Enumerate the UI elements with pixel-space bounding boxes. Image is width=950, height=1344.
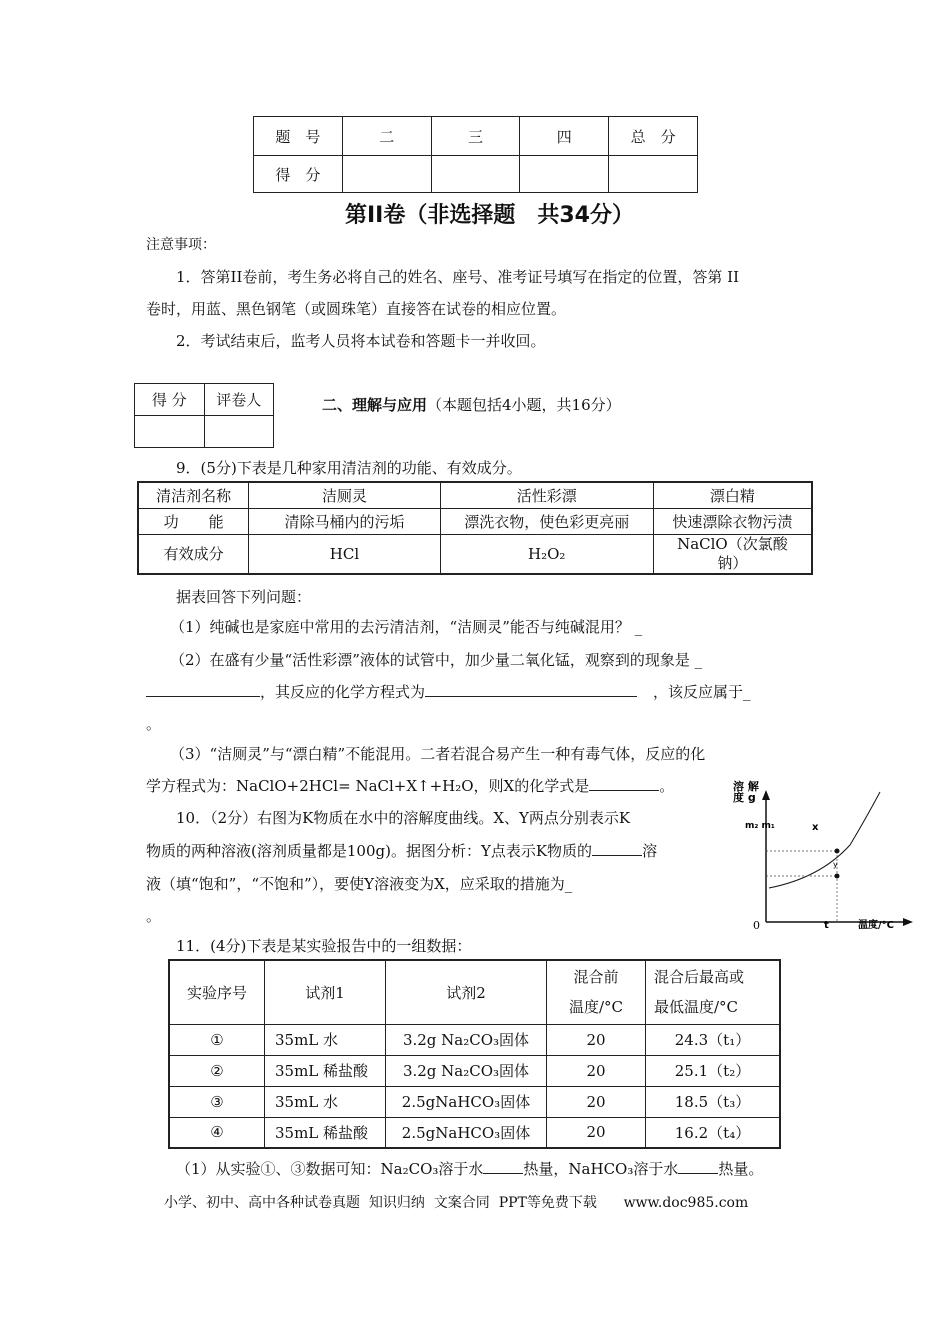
q11-header5a: 混合后最高或 (654, 968, 745, 987)
answer-blank[interactable] (146, 682, 260, 697)
score-cell[interactable] (431, 156, 520, 193)
score-header-total: 总 分 (609, 117, 698, 156)
section-title: 第II卷（非选择题 共34分） (345, 203, 634, 228)
point-x (835, 849, 840, 854)
q11-cell: ③ (169, 1086, 265, 1117)
q11-cell: 16.2（t₄） (646, 1117, 781, 1148)
answer-blank[interactable] (678, 1159, 718, 1174)
q11-cell: 2.5gNaHCO₃固体 (386, 1117, 547, 1148)
q9-cell: 活性彩漂 (440, 482, 653, 508)
graph-t-tick: t (824, 920, 829, 931)
notes-item1a: 1．答第II卷前，考生务必将自己的姓名、座号、准考证号填写在指定的位置，答第 II (176, 268, 740, 286)
solubility-curve (769, 792, 880, 888)
score-cell[interactable] (342, 156, 431, 193)
q9-cell: 有效成分 (138, 534, 249, 574)
part2-heading (322, 394, 621, 415)
q11-header: 试剂1 (265, 960, 386, 1024)
score-table (253, 116, 698, 193)
solubility-graph (725, 770, 920, 935)
q11-intro: 11．(4分)下表是某实验报告中的一组数据： (176, 937, 472, 955)
score-header-2: 二 (342, 117, 431, 156)
graph-ylabel-2: 度 g (733, 791, 756, 804)
grader-score-label: 得 分 (135, 384, 205, 416)
graph-x-point-label: x (812, 822, 819, 833)
q10-line2-end: 溶 (642, 842, 658, 860)
q10-line2-text: 物质的两种溶液(溶剂质量都是100g)。据图分析：Y点表示K物质的 (146, 842, 593, 860)
q11-header: 试剂2 (386, 960, 547, 1024)
notes-item2: 2．考试结束后，监考人员将本试卷和答题卡一并收回。 (176, 332, 546, 350)
x-axis-arrow (903, 918, 913, 926)
q11-header-temp-before (547, 960, 646, 1024)
part2-title: 二、理解与应用 (322, 396, 428, 414)
q9-part2b-mid: ，其反应的化学方程式为 (260, 683, 426, 701)
q9-part1: （1）纯碱也是家庭中常用的去污清洁剂，“洁厕灵”能否与纯碱混用？ _ (170, 618, 643, 636)
q9-part2c: 。 (146, 715, 162, 733)
q9-cell: HCl (249, 534, 440, 574)
q9-part2b (146, 681, 751, 702)
q9-lead: 据表回答下列问题： (176, 588, 312, 606)
grader-box (134, 383, 274, 448)
q9-part2a: （2）在盛有少量“活性彩漂”液体的试管中，加少量二氧化锰，观察到的现象是 _ (170, 651, 703, 669)
q11-cell: 3.2g Na₂CO₃固体 (386, 1024, 547, 1055)
answer-blank[interactable] (589, 776, 659, 791)
q9-cell: 洁厕灵 (249, 482, 440, 508)
q9-table (137, 481, 813, 575)
graph-ylabel-1: 溶 解 (733, 780, 759, 793)
grader-score-cell[interactable] (135, 416, 205, 448)
q11-part1-a: （1）从实验①、③数据可知：Na₂CO₃溶于水 (176, 1160, 484, 1178)
graph-xlabel: 温度/°C (858, 920, 894, 931)
q9-part2b-end: ，该反应属于_ (653, 683, 751, 701)
q11-cell: 20 (547, 1086, 646, 1117)
q9-cell: 清除马桶内的污垢 (249, 508, 440, 534)
score-header-3: 三 (431, 117, 520, 156)
q9-cell: 漂白精 (653, 482, 812, 508)
part2-note: （本题包括4小题，共16分） (427, 396, 621, 414)
score-row-label: 得 分 (254, 156, 343, 193)
graph-origin: 0 (753, 919, 760, 932)
q11-header5b: 最低温度/°C (654, 998, 739, 1017)
q9-intro: 9．(5分)下表是几种家用清洁剂的功能、有效成分。 (176, 459, 522, 477)
answer-blank[interactable] (425, 682, 637, 697)
answer-blank[interactable] (483, 1159, 523, 1174)
q9-cell: H₂O₂ (440, 534, 653, 574)
q11-cell: 35mL 稀盐酸 (265, 1117, 386, 1148)
q10-line1: 10．（2分）右图为K物质在水中的溶解度曲线。X、Y两点分别表示K (176, 809, 631, 827)
q11-cell: 35mL 稀盐酸 (265, 1055, 386, 1086)
q11-cell: 20 (547, 1117, 646, 1148)
graph-yticks: m₂ m₁ (745, 821, 775, 831)
q11-cell: 3.2g Na₂CO₃固体 (386, 1055, 547, 1086)
notes-item1b: 卷时，用蓝、黑色钢笔（或圆珠笔）直接答在试卷的相应位置。 (146, 300, 567, 318)
q11-cell: 20 (547, 1024, 646, 1055)
q9-cell: 清洁剂名称 (138, 482, 249, 508)
q9-part3b-end: 。 (659, 777, 675, 795)
score-header-4: 四 (520, 117, 609, 156)
q11-cell: 20 (547, 1055, 646, 1086)
score-cell[interactable] (609, 156, 698, 193)
q11-cell: 24.3（t₁） (646, 1024, 781, 1055)
answer-blank[interactable] (592, 841, 642, 856)
q10-line4: 。 (146, 907, 162, 925)
score-header-label: 题 号 (254, 117, 343, 156)
q11-part1-c: 热量。 (718, 1160, 764, 1178)
notes-heading: 注意事项： (146, 237, 216, 253)
q11-cell: 35mL 水 (265, 1024, 386, 1055)
y-axis-arrow (762, 790, 770, 800)
q10-line2 (146, 840, 657, 861)
q11-cell: ② (169, 1055, 265, 1086)
q9-part3b (146, 775, 674, 796)
q11-cell: 2.5gNaHCO₃固体 (386, 1086, 547, 1117)
q11-header4b: 温度/°C (568, 998, 624, 1017)
q11-table (168, 959, 781, 1149)
q11-cell: ④ (169, 1117, 265, 1148)
q11-cell: ① (169, 1024, 265, 1055)
q9-cell: NaClO（次氯酸钠） (653, 534, 812, 574)
q11-header-temp-after (646, 960, 781, 1024)
q11-part1-b: 热量，NaHCO₃溶于水 (523, 1160, 679, 1178)
q9-cell: 漂洗衣物，使色彩更亮丽 (440, 508, 653, 534)
q11-header4a: 混合前 (573, 968, 619, 987)
q11-cell: 18.5（t₃） (646, 1086, 781, 1117)
grader-name-label: 评卷人 (204, 384, 274, 416)
q11-header: 实验序号 (169, 960, 265, 1024)
grader-name-cell[interactable] (204, 416, 274, 448)
q11-cell: 25.1（t₂） (646, 1055, 781, 1086)
q11-cell: 35mL 水 (265, 1086, 386, 1117)
q11-part1 (176, 1158, 763, 1179)
q9-cell: 快速漂除衣物污渍 (653, 508, 812, 534)
point-y (835, 874, 840, 879)
page-footer: 小学、初中、高中各种试卷真题 知识归纳 文案合同 PPT等免费下载 www.doc985.com (164, 1195, 749, 1211)
q9-part3a: （3）“洁厕灵”与“漂白精”不能混用。二者若混合易产生一种有毒气体，反应的化 (170, 745, 706, 763)
score-cell[interactable] (520, 156, 609, 193)
q10-line3: 液（填“饱和”，“不饱和”），要使Y溶液变为X，应采取的措施为_ (146, 875, 573, 893)
q9-part3b-text: 学方程式为：NaClO+2HCl= NaCl+X↑+H₂O，则X的化学式是 (146, 777, 590, 795)
graph-y-point-label: y (833, 860, 838, 869)
q9-cell: 功 能 (138, 508, 249, 534)
